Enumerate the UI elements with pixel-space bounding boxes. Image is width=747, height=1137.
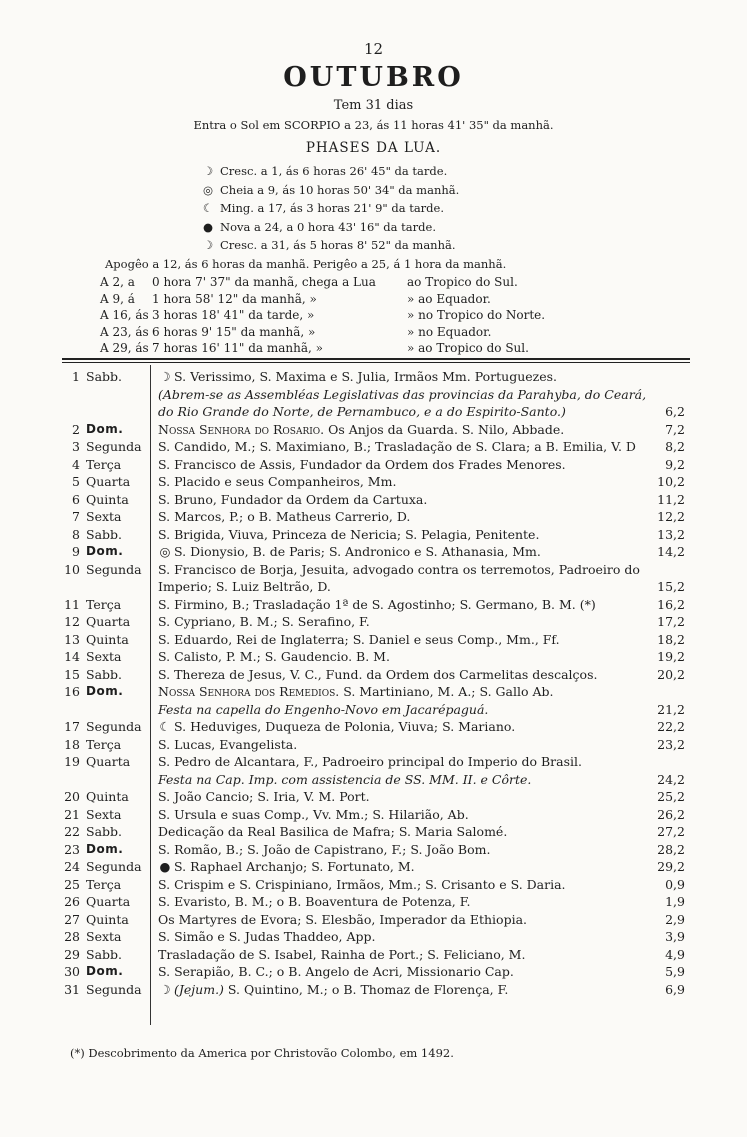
calendar-row xyxy=(0,456,747,474)
phase-text: Ming. a 17, ás 3 horas 21' 9" da tarde. xyxy=(220,201,444,216)
calendar-row xyxy=(0,806,747,824)
moon-age-value: 7,2 xyxy=(665,421,685,437)
moon-phase-icon: ☽ xyxy=(159,369,171,384)
moon-age-value: 6,9 xyxy=(665,981,685,997)
saints-text xyxy=(158,491,648,509)
moon-age-value: 1,9 xyxy=(665,894,685,909)
moon-new-icon: ● xyxy=(202,219,214,234)
footnote: (*) Descobrimento da America por Christovão Colombo, em 1492. xyxy=(70,1046,454,1060)
tropic-row xyxy=(100,274,545,291)
weekday: Terça xyxy=(86,596,122,612)
moon-phase-icon: ◎ xyxy=(159,544,171,559)
saints-text xyxy=(158,543,648,561)
saints-text xyxy=(158,596,648,614)
festival-note: Festa na Cap. Imp. com assistencia de SS. MM. II. e Côrte. xyxy=(158,771,532,787)
saints-text xyxy=(158,718,648,736)
tropic-row xyxy=(100,307,545,324)
moon-age-value: 9,2 xyxy=(665,456,685,472)
moon-phase xyxy=(200,162,459,181)
moon-waning-icon: ☾ xyxy=(202,201,214,216)
saints-text xyxy=(158,963,648,981)
saints-list: S. Quintino, M.; o B. Thomaz de Florença, F. xyxy=(227,981,509,997)
phases-title: PHASES DA LUA. xyxy=(305,140,442,156)
feast-name: Nossa Senhora dos Remedios. xyxy=(158,684,340,699)
tropic-time: 1 hora 58' 12" da manhã, » xyxy=(152,291,317,306)
weekday: Sexta xyxy=(86,806,122,822)
saints-list: Trasladação de S. Isabel, Rainha de Port.; S. Feliciano, M. xyxy=(158,946,526,962)
moon-age-value: 5,9 xyxy=(665,964,685,979)
saints-list: S. Serapião, B. C.; o B. Angelo de Acri, Missionario Cap. xyxy=(158,964,514,979)
saints-text xyxy=(158,893,648,911)
calendar-row xyxy=(0,858,747,876)
moon-age-value: 24,2 xyxy=(657,771,685,787)
saints-text xyxy=(158,613,648,631)
saints-list: S. Francisco de Assis, Fundador da Ordem dos Frades Menores. xyxy=(158,456,566,472)
tropic-time: 7 horas 16' 11" da manhã, » xyxy=(152,341,324,356)
weekday: Sexta xyxy=(86,649,122,664)
calendar-row xyxy=(0,613,747,631)
tropic-place: ao Tropico do Sul. xyxy=(407,275,518,290)
saints-text xyxy=(158,421,648,439)
phase-text: Cresc. a 31, ás 5 horas 8' 52" da manhã. xyxy=(220,238,456,253)
moon-full-icon: ◎ xyxy=(202,182,214,197)
moon-age-value: 27,2 xyxy=(657,824,685,839)
weekday: Terça xyxy=(86,876,122,892)
calendar-row xyxy=(0,561,747,596)
calendar-row xyxy=(0,981,747,999)
day-number: 7 xyxy=(72,509,80,524)
day-number: 27 xyxy=(64,911,80,927)
moon-phase-icon: ☽ xyxy=(159,981,171,997)
weekday: Quinta xyxy=(86,631,129,647)
weekday: Dom. xyxy=(86,841,124,856)
calendar-row xyxy=(0,928,747,946)
saints-list: S. Placido e seus Companheiros, Mm. xyxy=(158,474,397,489)
day-number: 22 xyxy=(64,824,80,839)
saints-text xyxy=(158,928,648,946)
calendar-row xyxy=(0,893,747,911)
day-number: 20 xyxy=(64,789,80,804)
calendar-row xyxy=(0,491,747,509)
month-title: OUTUBRO xyxy=(283,62,464,93)
day-number: 26 xyxy=(64,894,80,909)
moon-phase xyxy=(200,218,459,237)
weekday: Dom. xyxy=(86,421,124,436)
moon-age-value: 21,2 xyxy=(657,701,685,717)
moon-age-value: 6,2 xyxy=(665,404,685,419)
weekday: Segunda xyxy=(86,859,142,874)
tropic-place: » ao Equador. xyxy=(407,291,491,306)
saints-text xyxy=(158,508,648,526)
moon-age-value: 16,2 xyxy=(657,596,685,612)
moon-phases-list xyxy=(200,162,459,255)
moon-crescent-icon: ☽ xyxy=(202,238,214,253)
saints-list: S. Calisto, P. M.; S. Gaudencio. B. M. xyxy=(158,649,390,664)
day-number: 23 xyxy=(64,841,80,857)
sun-entry: Entra o Sol em SCORPIO a 23, ás 11 horas 41' 35" da manhã. xyxy=(193,118,554,132)
saints-list: S. Firmino, B.; Trasladação 1ª de S. Agostinho; S. Germano, B. M. (*) xyxy=(158,596,596,612)
saints-text xyxy=(158,438,648,456)
saints-text xyxy=(158,666,648,684)
weekday: Quinta xyxy=(86,789,129,804)
moon-age-value: 18,2 xyxy=(657,631,685,647)
moon-age-value: 28,2 xyxy=(657,841,685,857)
day-number: 29 xyxy=(64,946,80,962)
moon-phase-icon: ☾ xyxy=(159,719,171,734)
days-count: Tem 31 dias xyxy=(333,98,414,113)
saints-text xyxy=(158,456,648,474)
saints-list: S. Ursula e suas Comp., Vv. Mm.; S. Hilarião, Ab. xyxy=(158,806,469,822)
moon-age-value: 4,9 xyxy=(665,946,685,962)
day-number: 12 xyxy=(64,614,80,629)
weekday: Quarta xyxy=(86,894,131,909)
moon-age-value: 19,2 xyxy=(657,649,685,664)
weekday: Terça xyxy=(86,456,122,472)
moon-age-value: 13,2 xyxy=(657,526,685,542)
saints-text xyxy=(158,823,648,841)
tropic-time: 0 hora 7' 37" da manhã, chega a Lua xyxy=(152,275,376,290)
weekday: Quarta xyxy=(86,754,131,769)
moon-phase xyxy=(200,199,459,218)
saints-list: Os Martyres de Evora; S. Elesbão, Imperador da Ethiopia. xyxy=(158,911,528,927)
saints-list: S. Candido, M.; S. Maximiano, B.; Trasladação de S. Clara; a B. Emilia, V. D xyxy=(158,439,636,454)
calendar-row xyxy=(0,963,747,981)
calendar-row xyxy=(0,508,747,526)
tropic-row xyxy=(100,324,545,341)
moon-age-value: 12,2 xyxy=(657,509,685,524)
saints-text xyxy=(158,946,648,964)
saints-text xyxy=(158,631,648,649)
day-number: 4 xyxy=(72,456,80,472)
calendar-row xyxy=(0,876,747,894)
saints-list: S. Francisco de Borja, Jesuita, advogado contra os terremotos, Padroeiro do Imperio; S. Luiz Beltrão, D. xyxy=(158,561,640,594)
saints-text xyxy=(158,736,648,754)
saints-list: S. Martiniano, M. A.; S. Gallo Ab. xyxy=(343,684,554,699)
day-number: 19 xyxy=(64,754,80,769)
moon-age-value: 17,2 xyxy=(657,614,685,629)
calendar-row xyxy=(0,368,747,421)
weekday: Terça xyxy=(86,736,122,752)
saints-list: S. Eduardo, Rei de Inglaterra; S. Daniel e seus Comp., Mm., Ff. xyxy=(158,631,560,647)
moon-age-value: 3,9 xyxy=(665,929,685,944)
moon-age-value: 15,2 xyxy=(657,579,685,594)
moon-phase xyxy=(200,236,459,255)
day-number: 16 xyxy=(64,684,80,699)
saints-list: S. Lucas, Evangelista. xyxy=(158,736,298,752)
saints-text xyxy=(158,911,648,929)
calendar-row xyxy=(0,911,747,929)
weekday: Quinta xyxy=(86,911,129,927)
moon-phase xyxy=(200,181,459,200)
weekday: Sabb. xyxy=(86,666,122,682)
weekday: Dom. xyxy=(86,684,124,698)
saints-text xyxy=(158,981,648,999)
festival-note: (Abrem-se as Assembléas Legislativas das provincias da Parahyba, do Ceará, do Rio Grande do Norte, de Pernambuco, e a do Espirito-Santo.) xyxy=(158,386,647,419)
day-number: 17 xyxy=(64,719,80,734)
day-number: 21 xyxy=(64,806,80,822)
saints-text xyxy=(158,841,648,859)
moon-age-value: 14,2 xyxy=(657,544,685,559)
calendar-row xyxy=(0,753,747,788)
tropic-date: A 2, a xyxy=(100,275,135,290)
calendar-row xyxy=(0,788,747,806)
day-number: 24 xyxy=(64,859,80,874)
weekday: Quinta xyxy=(86,491,129,507)
tropic-place: » no Tropico do Norte. xyxy=(407,308,546,323)
saints-list: Os Anjos da Guarda. S. Nilo, Abbade. xyxy=(328,421,565,437)
day-number: 31 xyxy=(64,981,80,997)
saints-text xyxy=(158,561,648,596)
saints-list: S. Thereza de Jesus, V. C., Fund. da Ordem dos Carmelitas descalços. xyxy=(158,666,598,682)
calendar-row xyxy=(0,438,747,456)
calendar-row xyxy=(0,543,747,561)
weekday: Segunda xyxy=(86,719,142,734)
saints-text xyxy=(158,753,648,788)
saints-list: S. Crispim e S. Crispiniano, Irmãos, Mm.; S. Crisanto e S. Daria. xyxy=(158,876,566,892)
calendar-row xyxy=(0,421,747,439)
double-rule-top xyxy=(62,358,690,360)
calendar-row xyxy=(0,473,747,491)
day-number: 6 xyxy=(72,491,80,507)
calendar-row xyxy=(0,648,747,666)
moon-phase-icon: ● xyxy=(159,859,171,874)
moon-crescent-icon: ☽ xyxy=(202,164,214,179)
saints-list: S. Bruno, Fundador da Ordem da Cartuxa. xyxy=(158,491,428,507)
weekday: Segunda xyxy=(86,561,142,577)
feast-name: Nossa Senhora do Rosario. xyxy=(158,421,325,437)
weekday: Dom. xyxy=(86,964,124,978)
moon-age-value: 0,9 xyxy=(665,876,685,892)
weekday: Sexta xyxy=(86,929,122,944)
weekday: Sabb. xyxy=(86,946,122,962)
day-number: 14 xyxy=(64,649,80,664)
moon-age-value: 23,2 xyxy=(657,736,685,752)
tropic-row xyxy=(100,340,545,357)
day-number: 5 xyxy=(72,474,80,489)
tropics-list xyxy=(100,274,545,357)
festival-note: Festa na capella do Engenho-Novo em Jacarépaguá. xyxy=(158,701,489,717)
calendar-row xyxy=(0,946,747,964)
moon-age-value: 20,2 xyxy=(657,666,685,682)
fast-note: (Jejum.) xyxy=(174,981,224,997)
weekday: Sabb. xyxy=(86,526,122,542)
saints-text xyxy=(158,876,648,894)
double-rule-bottom xyxy=(62,362,690,363)
day-number: 10 xyxy=(64,561,80,577)
tropic-date: A 9, á xyxy=(100,291,135,306)
calendar-row xyxy=(0,683,747,718)
saints-list: S. Dionysio, B. de Paris; S. Andronico e S. Athanasia, Mm. xyxy=(174,544,541,559)
saints-list: S. Romão, B.; S. João de Capistrano, F.; S. João Bom. xyxy=(158,841,491,857)
saints-list: S. Evaristo, B. M.; o B. Boaventura de Potenza, F. xyxy=(158,894,471,909)
tropic-date: A 16, ás xyxy=(100,308,149,323)
saints-list: S. Raphael Archanjo; S. Fortunato, M. xyxy=(174,859,415,874)
weekday: Sabb. xyxy=(86,824,122,839)
saints-text xyxy=(158,473,648,491)
moon-age-value: 29,2 xyxy=(657,859,685,874)
day-number: 15 xyxy=(64,666,80,682)
day-number: 1 xyxy=(72,369,80,384)
moon-age-value: 26,2 xyxy=(657,806,685,822)
calendar-row xyxy=(0,666,747,684)
saints-list: S. Pedro de Alcantara, F., Padroeiro principal do Imperio do Brasil. xyxy=(158,754,582,769)
page-number: 12 xyxy=(363,40,384,58)
tropic-place: » no Equador. xyxy=(407,324,492,339)
saints-list: S. Marcos, P.; o B. Matheus Carrerio, D. xyxy=(158,509,411,524)
saints-text xyxy=(158,683,648,718)
saints-list: S. Verissimo, S. Maxima e S. Julia, Irmãos Mm. Portuguezes. xyxy=(174,369,558,384)
tropic-time: 6 horas 9' 15" da manhã, » xyxy=(152,324,316,339)
moon-age-value: 11,2 xyxy=(657,491,685,507)
saints-text xyxy=(158,806,648,824)
saints-text xyxy=(158,526,648,544)
moon-age-value: 10,2 xyxy=(657,474,685,489)
calendar-row xyxy=(0,526,747,544)
weekday: Quarta xyxy=(86,614,131,629)
saints-list: S. João Cancio; S. Iria, V. M. Port. xyxy=(158,789,370,804)
weekday: Quarta xyxy=(86,474,131,489)
weekday: Sexta xyxy=(86,509,122,524)
calendar-row xyxy=(0,823,747,841)
saints-list: S. Heduviges, Duqueza de Polonia, Viuva; S. Mariano. xyxy=(174,719,516,734)
tropic-place: » ao Tropico do Sul. xyxy=(407,341,529,356)
day-number: 8 xyxy=(72,526,80,542)
day-number: 25 xyxy=(64,876,80,892)
tropic-date: A 29, ás xyxy=(100,341,149,356)
phase-text: Nova a 24, a 0 hora 43' 16" da tarde. xyxy=(220,219,436,234)
calendar-row xyxy=(0,631,747,649)
calendar-row xyxy=(0,736,747,754)
saints-text xyxy=(158,788,648,806)
weekday: Segunda xyxy=(86,981,142,997)
day-number: 11 xyxy=(64,596,80,612)
moon-age-value: 2,9 xyxy=(665,911,685,927)
saints-text xyxy=(158,648,648,666)
day-number: 28 xyxy=(64,929,80,944)
saints-text xyxy=(158,368,648,421)
phase-text: Cheia a 9, ás 10 horas 50' 34" da manhã. xyxy=(220,182,460,197)
weekday: Sabb. xyxy=(86,369,122,384)
saints-list: S. Simão e S. Judas Thaddeo, App. xyxy=(158,929,376,944)
moon-age-value: 8,2 xyxy=(665,439,685,454)
day-number: 9 xyxy=(72,544,80,559)
calendar-table xyxy=(0,368,747,998)
calendar-row xyxy=(0,596,747,614)
day-number: 13 xyxy=(64,631,80,647)
day-number: 30 xyxy=(64,964,80,979)
day-number: 18 xyxy=(64,736,80,752)
day-number: 3 xyxy=(72,439,80,454)
saints-list: S. Brigida, Viuva, Princeza de Nericia; S. Pelagia, Penitente. xyxy=(158,526,540,542)
moon-age-value: 22,2 xyxy=(657,719,685,734)
tropic-row xyxy=(100,291,545,308)
saints-text xyxy=(158,858,648,876)
weekday: Segunda xyxy=(86,439,142,454)
tropic-time: 3 horas 18' 41" da tarde, » xyxy=(152,308,315,323)
weekday: Dom. xyxy=(86,544,124,558)
phase-text: Cresc. a 1, ás 6 horas 26' 45" da tarde. xyxy=(220,164,448,179)
apogee-perigee: Apogêo a 12, ás 6 horas da manhã. Perigêo a 25, á 1 hora da manhã. xyxy=(105,257,507,271)
calendar-row xyxy=(0,841,747,859)
saints-list: S. Cypriano, B. M.; S. Serafino, F. xyxy=(158,614,370,629)
saints-list: Dedicação da Real Basilica de Mafra; S. Maria Salomé. xyxy=(158,824,508,839)
tropic-date: A 23, ás xyxy=(100,324,149,339)
moon-age-value: 25,2 xyxy=(657,789,685,804)
day-number: 2 xyxy=(72,421,80,437)
calendar-row xyxy=(0,718,747,736)
